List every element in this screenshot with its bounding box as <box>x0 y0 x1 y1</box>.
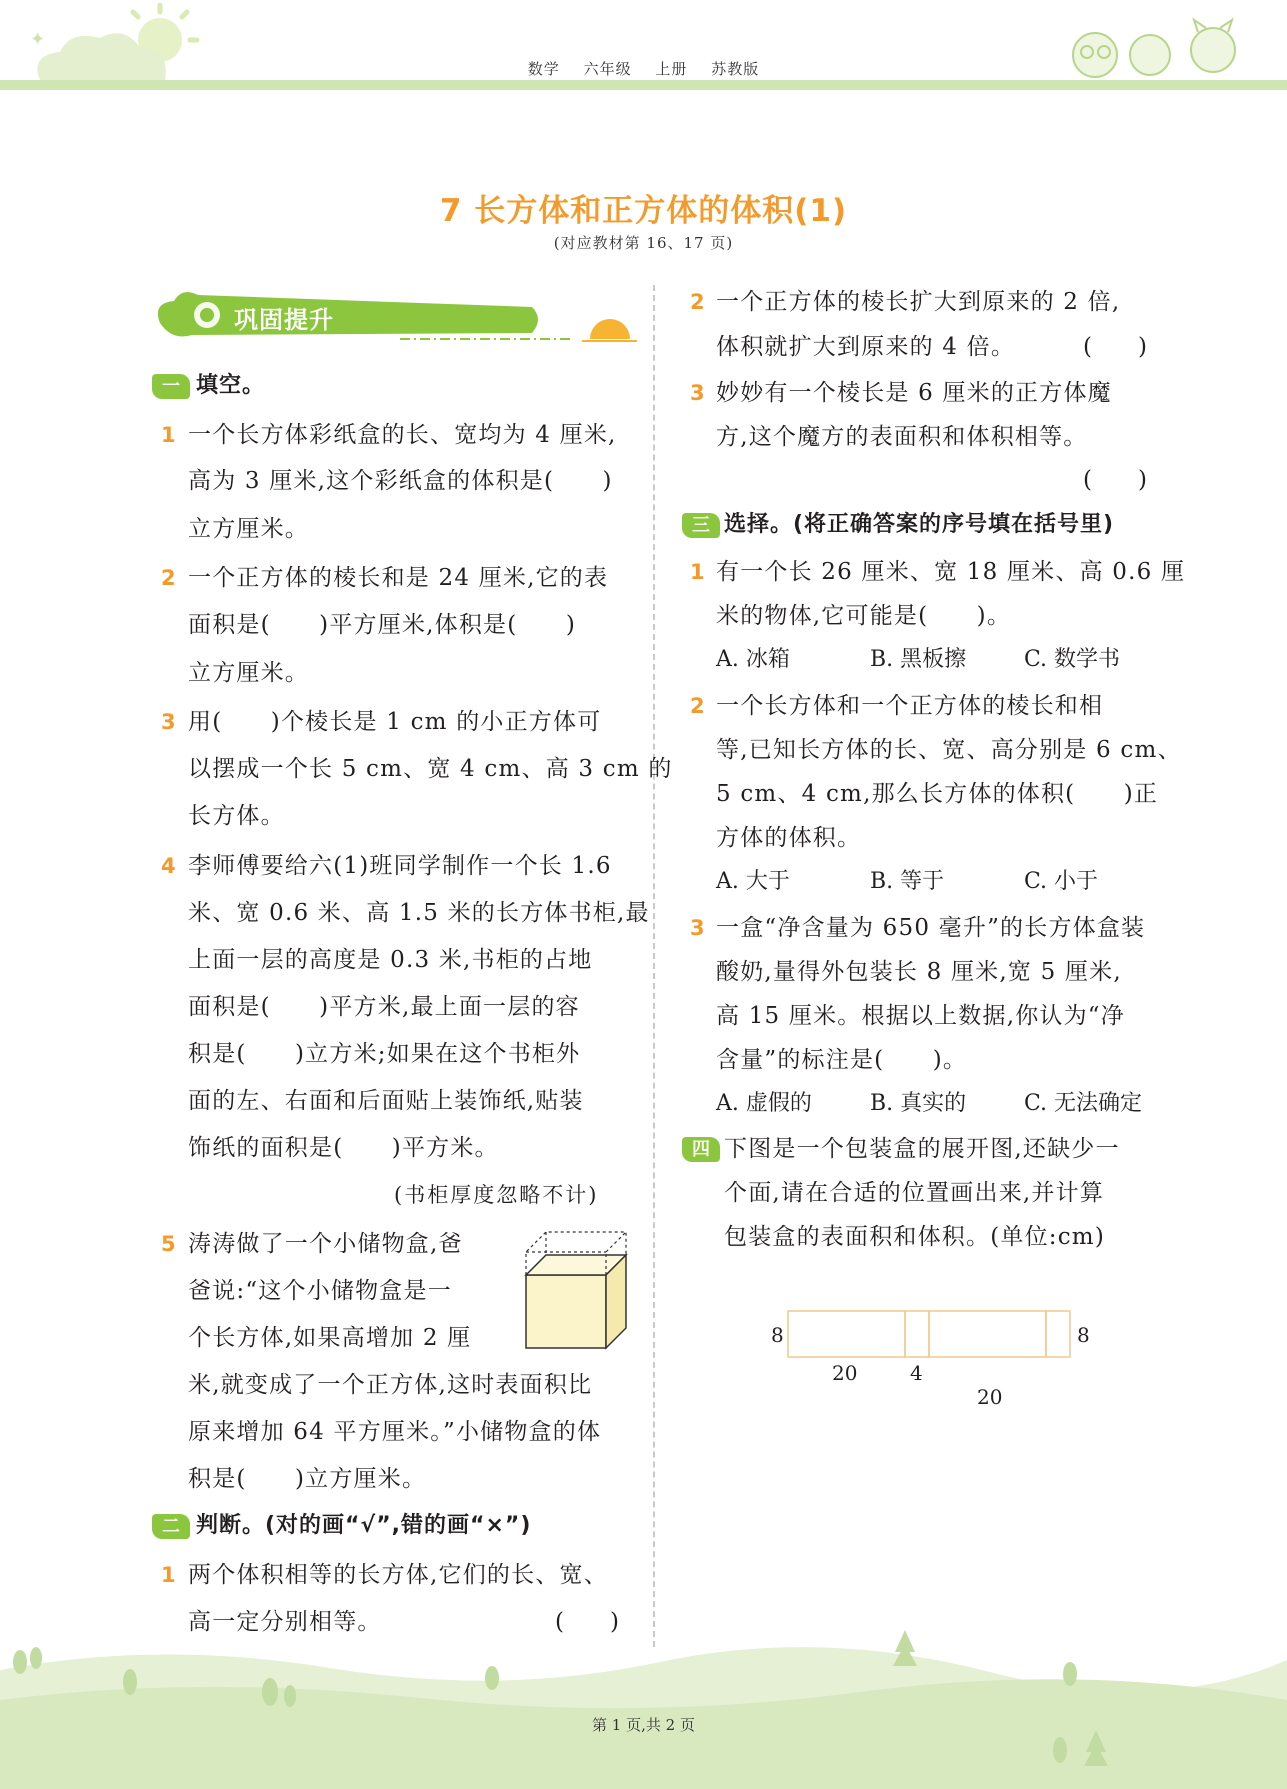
option-c[interactable]: C. 无法确定 <box>1024 1091 1143 1116</box>
question-text: 有一个长 26 厘米、宽 18 厘米、高 0.6 厘 <box>716 559 1186 585</box>
section-title: 选择。(将正确答案的序号填在括号里) <box>724 512 1115 537</box>
net-label-height-left: 8 <box>771 1323 784 1347</box>
question-text: 高一定分别相等。 <box>188 1609 382 1635</box>
question-text: 含量”的标注是( )。 <box>716 1047 968 1073</box>
question-text: 饰纸的面积是( )平方米。 <box>188 1135 499 1161</box>
question-text: 积是( )立方米;如果在这个书柜外 <box>188 1041 581 1067</box>
section-badge: 四 <box>682 1137 720 1162</box>
header-volume: 上册 <box>655 60 688 78</box>
question-text: 一个长方体和一个正方体的棱长和相 <box>716 693 1104 719</box>
question-text: 5 cm、4 cm,那么长方体的体积( )正 <box>716 781 1159 807</box>
question-text: 米、宽 0.6 米、高 1.5 米的长方体书柜,最 <box>188 900 650 926</box>
question-number: 3 <box>161 710 176 734</box>
section-title: 填空。 <box>196 373 266 398</box>
question-text: 下图是一个包装盒的展开图,还缺少一 <box>724 1136 1120 1162</box>
option-c[interactable]: C. 小于 <box>1024 869 1099 894</box>
option-a[interactable]: A. 冰箱 <box>716 647 790 672</box>
question-text: 包装盒的表面积和体积。(单位:cm) <box>724 1224 1105 1250</box>
question-text: 涛涛做了一个小储物盒,爸 <box>188 1231 463 1257</box>
question-note: (书柜厚度忽略不计) <box>394 1183 599 1207</box>
question-text: 面积是( )平方厘米,体积是( ) <box>188 612 577 638</box>
question-number: 3 <box>690 916 705 940</box>
option-a[interactable]: A. 大于 <box>716 869 790 894</box>
question-text: 等,已知长方体的长、宽、高分别是 6 cm、 <box>716 737 1182 763</box>
question-number: 1 <box>161 423 176 447</box>
question-text: 用( )个棱长是 1 cm 的小正方体可 <box>188 709 602 735</box>
question-text: 一个长方体彩纸盒的长、宽均为 4 厘米, <box>188 422 617 448</box>
question-text: 高为 3 厘米,这个彩纸盒的体积是( ) <box>188 468 613 494</box>
header-edition: 苏教版 <box>711 60 760 78</box>
banner-label: 巩固提升 <box>234 306 334 334</box>
question-number: 2 <box>161 566 176 590</box>
question-number: 1 <box>690 560 705 584</box>
section-title: 判断。(对的画“√”,错的画“×”) <box>196 1513 532 1538</box>
question-text: 立方厘米。 <box>188 660 309 686</box>
answer-blank[interactable]: ( ) <box>555 1609 619 1635</box>
svg-text:✦: ✦ <box>30 29 46 50</box>
option-a[interactable]: A. 虚假的 <box>716 1091 812 1116</box>
question-number: 2 <box>690 694 705 718</box>
question-text: 个面,请在合适的位置画出来,并计算 <box>724 1180 1105 1206</box>
header-subject: 数学 <box>527 60 560 78</box>
question-text: 体积就扩大到原来的 4 倍。 <box>716 334 1016 360</box>
question-text: 一个正方体的棱长扩大到原来的 2 倍, <box>716 289 1121 315</box>
question-text: 米,就变成了一个正方体,这时表面积比 <box>188 1372 593 1398</box>
option-b[interactable]: B. 黑板擦 <box>870 647 967 672</box>
option-b[interactable]: B. 等于 <box>870 869 945 894</box>
answer-blank[interactable]: ( ) <box>1083 467 1147 493</box>
question-number: 1 <box>161 1563 176 1587</box>
footer-landscape <box>0 1630 1287 1789</box>
question-text: 积是( )立方厘米。 <box>188 1466 427 1492</box>
question-text: 原来增加 64 平方厘米。”小储物盒的体 <box>188 1419 602 1445</box>
question-text: 立方厘米。 <box>188 516 309 542</box>
question-text: 面积是( )平方米,最上面一层的容 <box>188 994 580 1020</box>
section-badge: 一 <box>152 374 190 399</box>
answer-blank[interactable]: ( ) <box>1083 334 1147 360</box>
question-text: 上面一层的高度是 0.3 米,书柜的占地 <box>188 947 593 973</box>
option-b[interactable]: B. 真实的 <box>870 1091 967 1116</box>
header-band <box>0 80 1287 90</box>
net-label-width-c: 20 <box>977 1385 1003 1409</box>
header-breadcrumb <box>0 58 1287 79</box>
question-text: 方体的体积。 <box>716 825 862 851</box>
net-label-width-a: 20 <box>832 1361 858 1385</box>
section-badge: 三 <box>682 513 720 538</box>
question-text: 妙妙有一个棱长是 6 厘米的正方体魔 <box>716 380 1112 406</box>
option-c[interactable]: C. 数学书 <box>1024 647 1121 672</box>
page-footer: 第 1 页,共 2 页 <box>592 1716 695 1734</box>
question-text: 方,这个魔方的表面积和体积相等。 <box>716 424 1088 450</box>
question-text: 个长方体,如果高增加 2 厘 <box>188 1325 472 1351</box>
box-net-diagram <box>780 1305 1080 1385</box>
question-text: 李师傅要给六(1)班同学制作一个长 1.6 <box>188 853 612 879</box>
question-text: 一个正方体的棱长和是 24 厘米,它的表 <box>188 565 609 591</box>
column-divider <box>653 285 655 1647</box>
net-label-height-right: 8 <box>1077 1323 1090 1347</box>
question-text: 高 15 厘米。根据以上数据,你认为“净 <box>716 1003 1125 1029</box>
section-badge: 二 <box>152 1514 190 1539</box>
question-text: 爸说:“这个小储物盒是一 <box>188 1278 452 1304</box>
page-subtitle: (对应教材第 16、17 页) <box>553 234 734 252</box>
question-text: 面的左、右面和后面贴上装饰纸,贴装 <box>188 1088 584 1114</box>
sunset-icon <box>582 319 637 343</box>
page-title: 7 长方体和正方体的体积(1) <box>439 193 848 229</box>
question-number: 3 <box>690 381 705 405</box>
banner-decoration <box>152 283 637 343</box>
question-text: 长方体。 <box>188 803 285 829</box>
storage-box-figure <box>520 1230 630 1355</box>
question-number: 5 <box>161 1232 176 1256</box>
question-number: 4 <box>161 854 176 878</box>
question-text: 两个体积相等的长方体,它们的长、宽、 <box>188 1562 608 1588</box>
question-text: 一盒“净含量为 650 毫升”的长方体盒装 <box>716 915 1146 941</box>
question-text: 酸奶,量得外包装长 8 厘米,宽 5 厘米, <box>716 959 1122 985</box>
question-text: 米的物体,它可能是( )。 <box>716 603 1012 629</box>
net-label-width-b: 4 <box>910 1361 923 1385</box>
question-number: 2 <box>690 290 705 314</box>
header-grade: 六年级 <box>583 60 632 78</box>
question-text: 以摆成一个长 5 cm、宽 4 cm、高 3 cm 的 <box>188 756 673 782</box>
